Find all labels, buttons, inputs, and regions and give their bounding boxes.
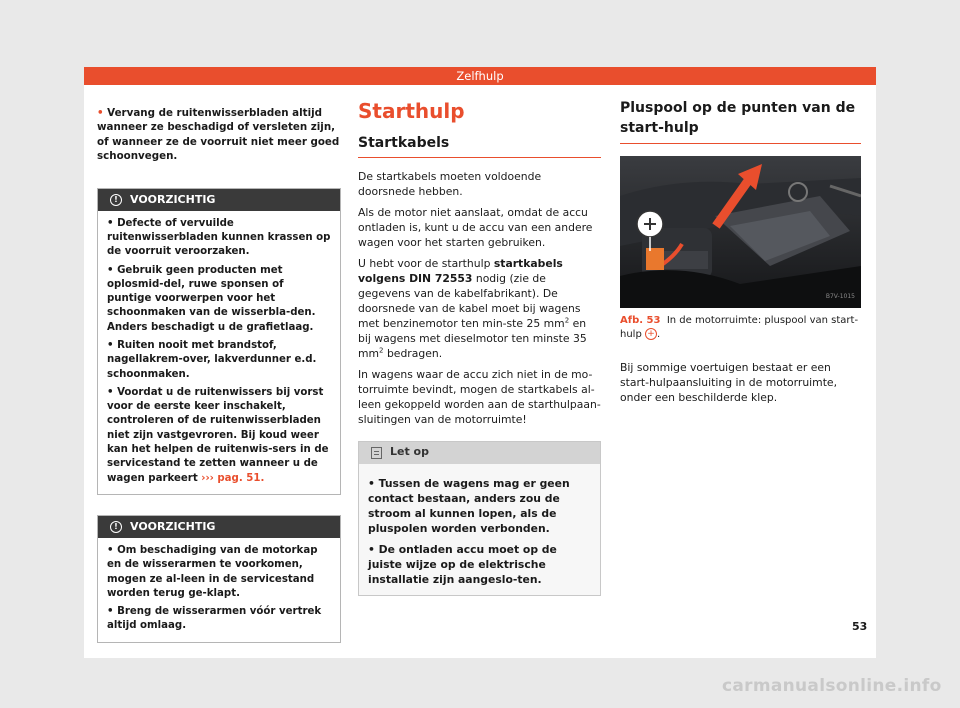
- paragraph: De startkabels moeten voldoende doorsnede hebben.: [358, 169, 542, 198]
- page-link[interactable]: ››› pag. 51.: [201, 472, 265, 484]
- note-item: • Tussen de wagens mag er geen contact bestaan, anders zou de stroom al kunnen lopen, als de pluspolen worden verbonden.: [368, 476, 570, 535]
- warning-item: • Ruiten nooit met brandstof, nagellakrem-over, lakverdunner e.d. schoonmaken.: [107, 340, 317, 380]
- warning-item: • Breng de wisserarmen vóór vertrek altijd omlaag.: [107, 606, 322, 632]
- engine-bay-illustration: [620, 156, 861, 308]
- warning-item: • Defecte of vervuilde ruitenwisserbladen kunnen krassen op de voorruit veroorzaken.: [107, 217, 331, 258]
- warning-icon: !: [110, 521, 122, 533]
- paragraph: U hebt voor de starthulp startkabels volgens DIN 72553 nodig (zie de gegevens van de kabelfabrikant). De doorsnede van de kabel moet bij wagens met benzinemotor ten min-ste 25 $mm^2$ en bij wagens met dieselmotor ten minste 35 $mm^2$ bedragen.: [358, 256, 587, 360]
- warning-header: ! VOORZICHTIG: [98, 516, 340, 538]
- column-right: [620, 100, 861, 405]
- figure-caption: Afb. 53 In de motorruimte: pluspool van start-hulp + .: [620, 315, 859, 340]
- page-number: 53: [852, 620, 868, 633]
- warning-box-2: [97, 515, 341, 643]
- note-body: [359, 464, 600, 595]
- warning-body: [98, 538, 340, 642]
- note-icon: [371, 447, 382, 459]
- section-title: Starthulp: [358, 99, 465, 123]
- column-middle: [358, 100, 601, 596]
- warning-header: ! VOORZICHTIG: [98, 189, 340, 211]
- watermark: carmanualsonline.info: [722, 676, 942, 696]
- paragraph: Als de motor niet aanslaat, omdat de accu ontladen is, kunt u de accu van een andere wagen voor het starten gebruiken.: [358, 205, 593, 249]
- page-header: Zelfhulp: [84, 67, 876, 85]
- column-left: [97, 106, 341, 643]
- warning-item: • Om beschadiging van de motorkap en de wisserarmen te voorkomen, mogen ze al-leen in de servicestand worden terug ge-klapt.: [107, 544, 318, 599]
- section-subtitle: Startkabels: [358, 136, 601, 158]
- plus-symbol-icon: +: [645, 328, 657, 340]
- warning-item: • Gebruik geen producten met oplosmid-del, ruwe sponsen of puntige voorwerpen voor het schoonmaken van de wisserbla-den. Anders beschadigt u de grafietlaag.: [107, 264, 316, 333]
- warning-box-1: [97, 188, 341, 495]
- figure-label: Afb. 53: [620, 315, 661, 326]
- paragraph: In wagens waar de accu zich niet in de mo-torruimte bevindt, mogen de startkabels al-leen gekoppeld worden aan de starthulpaan-sluitingen van de motorruimte!: [358, 367, 601, 426]
- warning-item: • Voordat u de ruitenwissers bij vorst voor de eerste keer inschakelt, controleren of de ruitenwisserbladen niet zijn vastgevroren. Bij koud weer kan het helpen de ruitenwis-sers in de servicestand te zetten wanneer u de wagen parkeert ››› pag. 51.: [107, 386, 329, 484]
- warning-icon: !: [110, 194, 122, 206]
- intro-bullet: • Vervang de ruitenwisserbladen altijd wanneer ze beschadigd of versleten zijn, of wanneer ze de voorruit niet meer goed schoonvegen.: [97, 107, 340, 163]
- bullet-icon: •: [97, 107, 108, 119]
- note-box: [358, 441, 601, 596]
- warning-body: [98, 211, 340, 494]
- paragraph: Bij sommige voertuigen bestaat er een start-hulpaansluiting in de motorruimte, onder een beschilderde klep.: [620, 361, 838, 404]
- note-item: • De ontladen accu moet op de juiste wijze op de elektrische installatie zijn aangeslo-ten.: [368, 542, 557, 586]
- note-header: Let op: [359, 442, 600, 464]
- section-title: Pluspool op de punten van de start-hulp: [620, 98, 861, 144]
- engine-bay-figure: [620, 156, 861, 308]
- figure-code: B7V-1015: [825, 293, 855, 301]
